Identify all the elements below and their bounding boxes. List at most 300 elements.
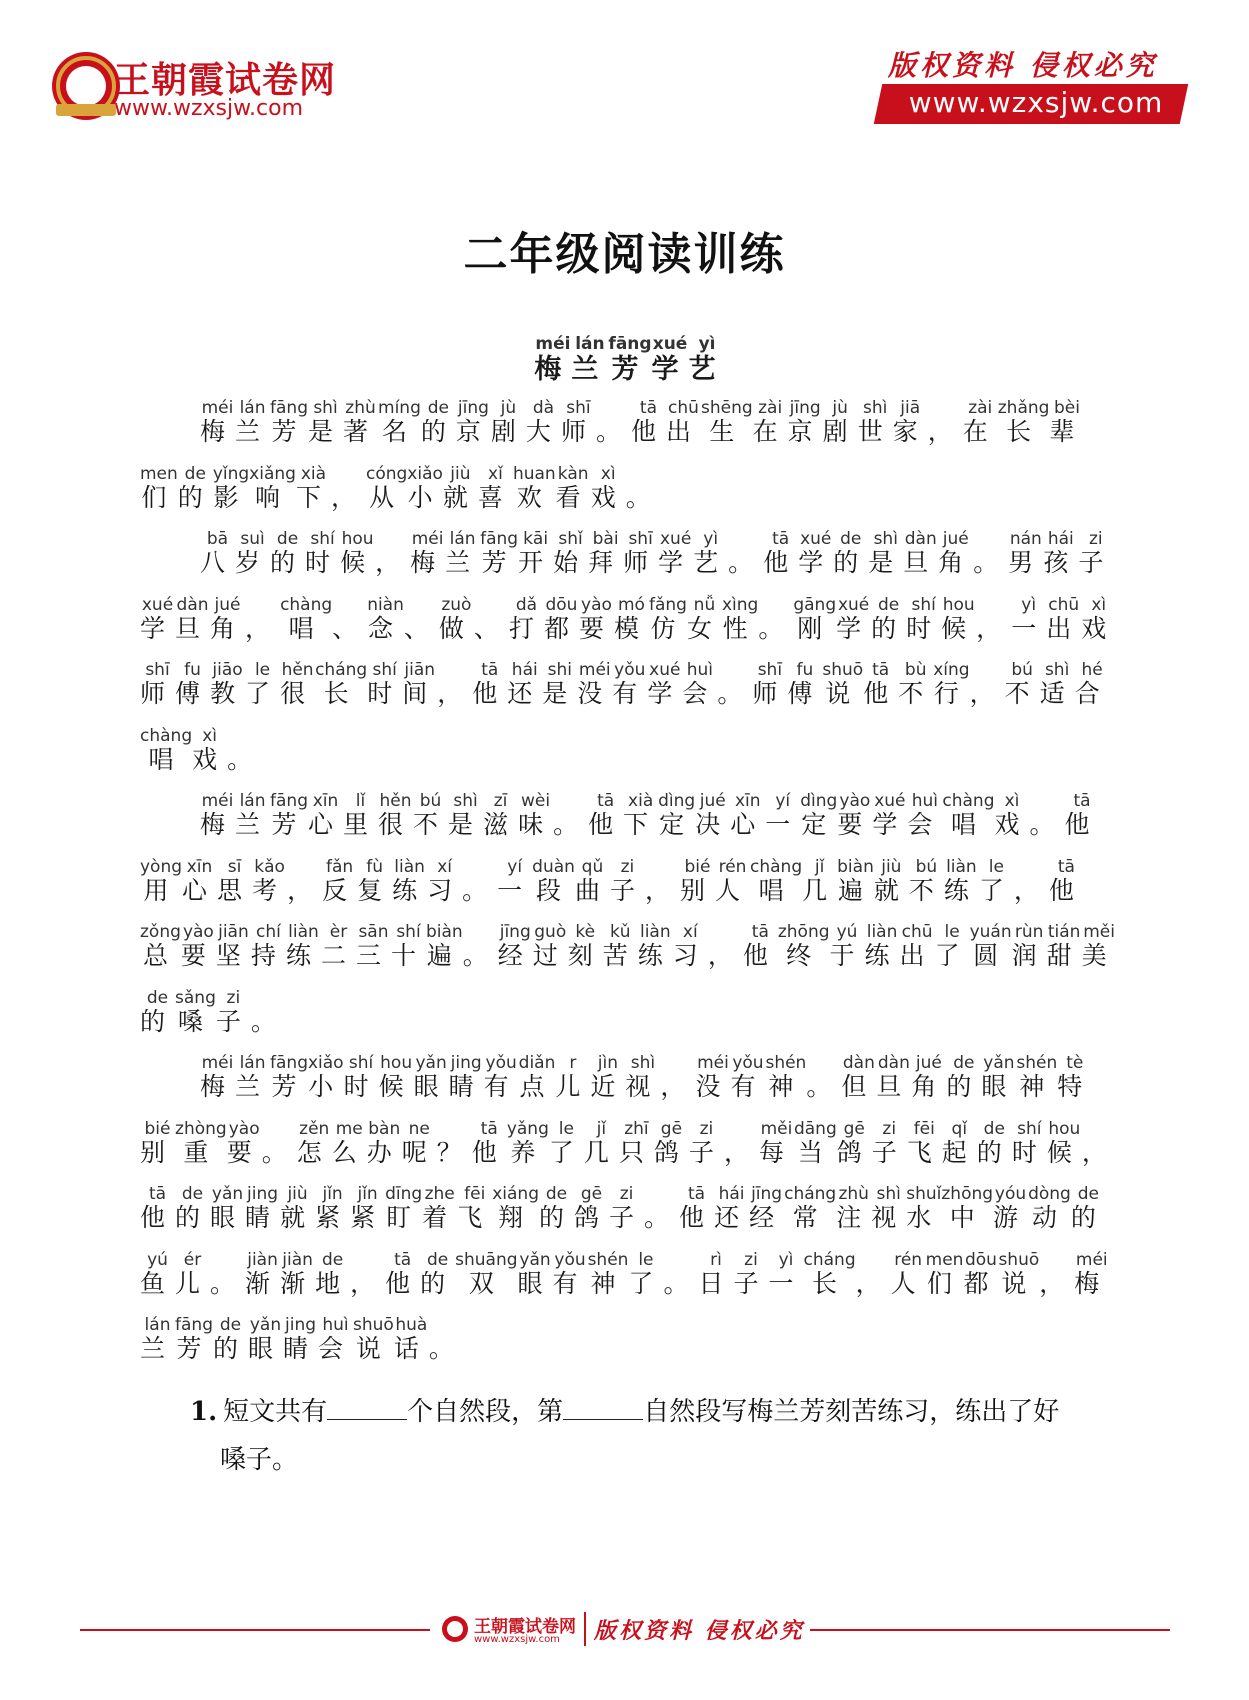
hanzi-char: 神shén bbox=[765, 1053, 807, 1101]
pinyin: jiù bbox=[442, 463, 478, 484]
hanzi-char: 是shì bbox=[448, 791, 484, 839]
hanzi-char: 模mó bbox=[613, 594, 649, 643]
hanzi-char: 长cháng bbox=[803, 1249, 856, 1298]
pinyin: xué bbox=[872, 791, 908, 811]
pinyin: cháng bbox=[315, 660, 368, 680]
pinyin: shuǐ bbox=[906, 1184, 942, 1204]
hanzi-char: 傅fu bbox=[787, 660, 823, 708]
hanzi-char: 。 bbox=[806, 1072, 842, 1101]
pinyin: hái bbox=[1043, 529, 1079, 549]
pinyin: xué bbox=[651, 334, 689, 354]
pinyin: de bbox=[420, 1249, 456, 1270]
hanzi-char: 了le bbox=[245, 660, 281, 708]
hanzi-char: 但dàn bbox=[841, 1053, 877, 1101]
question-number: 1. bbox=[190, 1397, 218, 1427]
pinyin: nán bbox=[1008, 529, 1044, 549]
pinyin: xué bbox=[658, 529, 694, 549]
hanzi-char: 练liàn bbox=[285, 922, 321, 970]
pinyin: nǚ bbox=[686, 594, 722, 615]
pinyin: jù bbox=[822, 398, 858, 418]
pinyin: hou bbox=[378, 1053, 414, 1073]
pinyin: zhōng bbox=[777, 922, 830, 942]
hanzi-char: ， bbox=[330, 482, 366, 512]
hanzi-char: 戏xì bbox=[1081, 594, 1117, 643]
hanzi-char: 考kǎo bbox=[252, 856, 288, 905]
hanzi-char: 。 bbox=[428, 1334, 464, 1363]
pinyin: liàn bbox=[943, 856, 979, 877]
hanzi-char: 。 bbox=[758, 613, 794, 643]
pinyin: xīn bbox=[182, 856, 218, 877]
pinyin: de bbox=[140, 987, 175, 1008]
pinyin: jǐn bbox=[350, 1184, 386, 1204]
hanzi-char: 长cháng bbox=[315, 660, 368, 708]
pinyin: zi bbox=[733, 1249, 769, 1270]
hanzi-char: 家jiā bbox=[892, 398, 928, 446]
pinyin: cháng bbox=[784, 1184, 837, 1204]
hanzi-char: 要yào bbox=[180, 922, 216, 970]
hanzi-char: 喜xǐ bbox=[477, 463, 513, 512]
pinyin: rì bbox=[698, 1249, 734, 1270]
pinyin: xiáng bbox=[492, 1184, 539, 1204]
pinyin: chàng bbox=[750, 856, 803, 877]
pinyin: zi bbox=[871, 1118, 907, 1139]
pinyin: xué bbox=[798, 529, 834, 549]
hanzi-char: 芳fāng bbox=[480, 529, 519, 577]
hanzi-char: 说shuō bbox=[998, 1249, 1040, 1298]
pinyin: fāng bbox=[270, 398, 308, 418]
site-url[interactable]: www.wzxsjw.com bbox=[114, 96, 304, 121]
pinyin: shuō bbox=[998, 1249, 1040, 1270]
pinyin: dīng bbox=[385, 1184, 423, 1204]
pinyin: tā bbox=[385, 1249, 421, 1270]
pinyin: shén bbox=[587, 1249, 629, 1270]
pinyin: biàn bbox=[837, 856, 874, 877]
hanzi-char: 长zhǎng bbox=[997, 398, 1050, 446]
hanzi-char: 紧jǐn bbox=[315, 1184, 351, 1232]
hanzi-char: 神shén bbox=[1016, 1053, 1058, 1101]
hanzi-char: 适shì bbox=[1039, 660, 1075, 708]
hanzi-char: 当dāng bbox=[793, 1118, 837, 1167]
pinyin: bú bbox=[413, 791, 449, 811]
pinyin: zi bbox=[609, 856, 645, 877]
pinyin: de bbox=[538, 1184, 574, 1204]
hanzi-char: 有yǒu bbox=[552, 1249, 588, 1298]
pinyin: liàn bbox=[285, 922, 321, 942]
pinyin: me bbox=[331, 1118, 367, 1139]
pinyin: shī bbox=[140, 660, 176, 680]
hanzi-char: 眼yǎn bbox=[413, 1053, 449, 1101]
hanzi-char: 在zài bbox=[962, 398, 998, 446]
question-text-part: 嗓子。 bbox=[220, 1445, 299, 1475]
hanzi-char: 唱chàng bbox=[750, 856, 803, 905]
hanzi-char: 说shuō bbox=[822, 660, 864, 708]
pinyin: de bbox=[976, 1118, 1012, 1139]
brand-logo-icon bbox=[48, 48, 124, 124]
pinyin: dōu bbox=[963, 1249, 999, 1270]
pinyin: jiān bbox=[402, 660, 438, 680]
pinyin: le bbox=[934, 922, 970, 942]
hanzi-char: 了le bbox=[548, 1118, 584, 1167]
pinyin: de bbox=[833, 529, 869, 549]
pinyin: lán bbox=[235, 398, 271, 418]
page-footer bbox=[0, 1600, 1249, 1660]
hanzi-char: 小xiǎo bbox=[407, 463, 443, 512]
pinyin: liàn bbox=[637, 922, 673, 942]
hanzi-char: 说shuō bbox=[353, 1315, 394, 1363]
footer-site-url[interactable]: www.wzxsjw.com bbox=[474, 1634, 560, 1645]
hanzi-char: 。 bbox=[250, 1006, 286, 1036]
pinyin: zi bbox=[688, 1118, 724, 1139]
hanzi-char: 他tā bbox=[679, 1184, 715, 1232]
pinyin: xì bbox=[590, 463, 626, 484]
hanzi-char: 戏xì bbox=[994, 791, 1030, 839]
pinyin: xí bbox=[427, 856, 463, 877]
hanzi-char: 开kāi bbox=[518, 529, 554, 577]
pinyin: yuán bbox=[969, 922, 1012, 942]
hanzi-char: 。 bbox=[227, 744, 263, 774]
pinyin: jiàn bbox=[280, 1249, 316, 1270]
pinyin: kāi bbox=[518, 529, 554, 549]
hanzi-char: 唱chàng bbox=[140, 725, 193, 774]
pinyin: zài bbox=[752, 398, 788, 418]
page-header bbox=[0, 0, 1249, 140]
pinyin: lán bbox=[235, 1053, 271, 1073]
hanzi-char: 着zhe bbox=[422, 1184, 458, 1232]
pinyin: hou bbox=[941, 594, 977, 615]
pinyin: le bbox=[548, 1118, 584, 1139]
pinyin: zhòng bbox=[175, 1118, 227, 1139]
hanzi-char: 润rùn bbox=[1011, 922, 1047, 970]
hanzi-char: 会huì bbox=[682, 660, 718, 708]
hanzi-char: ， bbox=[927, 417, 963, 446]
question-text-part: 短文共有 bbox=[223, 1397, 328, 1427]
hanzi-char: 他tā bbox=[140, 1184, 176, 1232]
paragraph bbox=[140, 530, 1120, 792]
pinyin: shuāng bbox=[455, 1249, 518, 1270]
hanzi-char: 眼yǎn bbox=[517, 1249, 553, 1298]
hanzi-char: 看kàn bbox=[555, 463, 591, 512]
hanzi-char: ， bbox=[707, 941, 743, 970]
pinyin: de bbox=[946, 1053, 982, 1073]
hanzi-char: ， bbox=[245, 613, 281, 643]
hanzi-char: 他tā bbox=[385, 1249, 421, 1298]
hanzi-char: 行xíng bbox=[933, 660, 970, 708]
pinyin: huì bbox=[907, 791, 943, 811]
pinyin: èr bbox=[320, 922, 356, 942]
hanzi-char: 师shī bbox=[560, 398, 596, 446]
hanzi-char: 角jué bbox=[938, 529, 974, 577]
pinyin: dǎ bbox=[508, 594, 544, 615]
hanzi-char: 他tā bbox=[863, 660, 899, 708]
hanzi-char: 睛jing bbox=[448, 1053, 484, 1101]
hanzi-char: 每měi bbox=[758, 1118, 794, 1167]
pinyin: kàn bbox=[555, 463, 591, 484]
hanzi-char: 三sān bbox=[355, 922, 391, 970]
hanzi-char: 八bā bbox=[200, 529, 236, 577]
hanzi-char: 人rén bbox=[890, 1249, 926, 1298]
hanzi-char: 怎zěn bbox=[296, 1118, 332, 1167]
hanzi-char: 飞fēi bbox=[457, 1184, 493, 1232]
pinyin: qǐ bbox=[941, 1118, 977, 1139]
pinyin: shén bbox=[1016, 1053, 1058, 1073]
pinyin: zhù bbox=[343, 398, 379, 418]
hanzi-char: 不bú bbox=[1004, 660, 1040, 708]
pinyin: yào bbox=[180, 922, 216, 942]
hanzi-char: 梅méi bbox=[410, 529, 446, 577]
hanzi-char: 师shī bbox=[752, 660, 788, 708]
pinyin: hái bbox=[714, 1184, 750, 1204]
pinyin: tè bbox=[1057, 1053, 1093, 1073]
hanzi-char: 渐jiàn bbox=[280, 1249, 316, 1298]
pinyin: shǐ bbox=[553, 529, 589, 549]
hanzi-char: 旦dàn bbox=[175, 594, 211, 643]
hanzi-char: 辈bèi bbox=[1049, 398, 1085, 446]
pinyin: zuò bbox=[438, 594, 474, 615]
pinyin: méi bbox=[200, 1053, 235, 1073]
hanzi-char: 艺yì bbox=[693, 529, 729, 577]
hanzi-char: 十shí bbox=[390, 922, 426, 970]
hanzi-char: 兰lán bbox=[235, 791, 271, 839]
hanzi-char: 定dìng bbox=[800, 791, 838, 839]
hanzi-char: 的de bbox=[871, 594, 907, 643]
hanzi-char: 。 bbox=[261, 1137, 297, 1167]
pinyin: yào bbox=[578, 594, 614, 615]
hanzi-char: 的de bbox=[270, 529, 306, 577]
pinyin: fǎn bbox=[322, 856, 358, 877]
pinyin: méi bbox=[1074, 1249, 1110, 1270]
hanzi-char: 出chū bbox=[665, 398, 701, 446]
hanzi-char: 合hé bbox=[1074, 660, 1110, 708]
pinyin: xǐ bbox=[477, 463, 513, 484]
pinyin: xīn bbox=[307, 791, 343, 811]
hanzi-char: 话huà bbox=[393, 1315, 429, 1363]
pinyin: chū bbox=[1046, 594, 1082, 615]
hanzi-char: 重zhòng bbox=[175, 1118, 227, 1167]
pinyin: guò bbox=[532, 922, 568, 942]
hanzi-char: 、 bbox=[332, 613, 368, 643]
hanzi-char: 遍biàn bbox=[426, 922, 463, 970]
pinyin: le bbox=[978, 856, 1014, 877]
hanzi-char: 刻kè bbox=[567, 922, 603, 970]
hanzi-char: 的de bbox=[177, 463, 213, 512]
hanzi-char: 戏xì bbox=[192, 725, 228, 774]
hanzi-char: 了le bbox=[978, 856, 1014, 905]
pinyin: huì bbox=[318, 1315, 354, 1335]
story-title bbox=[140, 336, 1120, 399]
pinyin: jiù bbox=[280, 1184, 316, 1204]
hanzi-char: 就jiù bbox=[873, 856, 909, 905]
hanzi-char: 。 bbox=[728, 548, 764, 577]
hanzi-char: 梅méi bbox=[1074, 1249, 1110, 1298]
hanzi-char: 了le bbox=[628, 1249, 664, 1298]
pinyin: hěn bbox=[280, 660, 316, 680]
pinyin: zī bbox=[483, 791, 519, 811]
hanzi-char: 心xīn bbox=[730, 791, 766, 839]
hanzi-char: 芳fāng bbox=[270, 1053, 308, 1101]
hanzi-char: 学xué bbox=[651, 334, 689, 385]
hanzi-char: 他tā bbox=[630, 398, 666, 446]
hanzi-char: 经jīng bbox=[749, 1184, 785, 1232]
hanzi-char: 芳fāng bbox=[175, 1315, 213, 1363]
hanzi-char: 子zi bbox=[688, 1118, 724, 1167]
paragraph bbox=[140, 1054, 1120, 1382]
hanzi-char: ， bbox=[855, 1268, 891, 1298]
pinyin: r bbox=[555, 1053, 591, 1073]
hanzi-char: 子zi bbox=[215, 987, 251, 1036]
hanzi-char: 他tā bbox=[1048, 856, 1084, 905]
pinyin: méi bbox=[200, 398, 235, 418]
hanzi-char: 视shì bbox=[625, 1053, 661, 1101]
pinyin: hou bbox=[340, 529, 376, 549]
pinyin: le bbox=[245, 660, 281, 680]
hanzi-char: 定dìng bbox=[658, 791, 696, 839]
pinyin: fǎng bbox=[649, 594, 687, 615]
pinyin: dìng bbox=[800, 791, 838, 811]
hanzi-char: 。 bbox=[553, 810, 589, 839]
hanzi-char: 子zi bbox=[733, 1249, 769, 1298]
hanzi-char: 呢ne bbox=[401, 1118, 437, 1167]
hanzi-char: 刚gāng bbox=[793, 594, 837, 643]
hanzi-char: 翔xiáng bbox=[492, 1184, 539, 1232]
pinyin: yú bbox=[829, 922, 865, 942]
pinyin: jǐ bbox=[583, 1118, 619, 1139]
hanzi-char: 兰lán bbox=[235, 398, 271, 446]
hanzi-char: 盯dīng bbox=[385, 1184, 423, 1232]
pinyin: xué bbox=[647, 660, 683, 680]
hanzi-char: 人rén bbox=[715, 856, 751, 905]
answer-blank-2[interactable] bbox=[563, 1393, 643, 1420]
hanzi-char: ？ bbox=[436, 1137, 472, 1167]
pinyin: xì bbox=[192, 725, 228, 746]
pinyin: liàn bbox=[864, 922, 900, 942]
pinyin: xí bbox=[672, 922, 708, 942]
answer-blank-1[interactable] bbox=[327, 1393, 407, 1420]
hanzi-char: 角jué bbox=[210, 594, 246, 643]
pinyin: méi bbox=[200, 791, 235, 811]
pinyin: sǎng bbox=[175, 987, 216, 1008]
pinyin: gē bbox=[574, 1184, 609, 1204]
hanzi-char: 是shì bbox=[307, 398, 343, 446]
hanzi-char: 女nǚ bbox=[686, 594, 722, 643]
pinyin: shi bbox=[542, 660, 578, 680]
hanzi-char: 儿r bbox=[555, 1053, 591, 1101]
pinyin: yǒu bbox=[483, 1053, 519, 1073]
pinyin: jué bbox=[911, 1053, 947, 1073]
pinyin: tā bbox=[1064, 791, 1100, 811]
pinyin: gē bbox=[653, 1118, 689, 1139]
question-1 bbox=[190, 1388, 1130, 1484]
hanzi-char: 一yí bbox=[497, 856, 533, 905]
footer-divider-left bbox=[80, 1629, 430, 1631]
hanzi-char: 他tā bbox=[742, 922, 778, 970]
hanzi-char: 。 bbox=[973, 548, 1009, 577]
hanzi-char: 习xí bbox=[427, 856, 463, 905]
pinyin: huan bbox=[512, 463, 556, 484]
pinyin: chí bbox=[250, 922, 286, 942]
pinyin: jué bbox=[695, 791, 731, 811]
pinyin: míng bbox=[378, 398, 421, 418]
pinyin: hou bbox=[1046, 1118, 1082, 1139]
hanzi-char: 他tā bbox=[763, 529, 799, 577]
footer-divider-right bbox=[810, 1629, 1170, 1631]
pinyin: yì bbox=[688, 334, 726, 354]
hanzi-char: 鱼yú bbox=[140, 1249, 176, 1298]
pinyin: dòng bbox=[1028, 1184, 1071, 1204]
pinyin: bú bbox=[908, 856, 944, 877]
pinyin: tā bbox=[630, 398, 666, 418]
pinyin: shuō bbox=[353, 1315, 394, 1335]
hanzi-char: 是shì bbox=[868, 529, 904, 577]
pinyin: jīng bbox=[749, 1184, 785, 1204]
pinyin: le bbox=[628, 1249, 664, 1270]
hanzi-char: 下xià bbox=[623, 791, 659, 839]
hanzi-char: 水shuǐ bbox=[906, 1184, 942, 1232]
hanzi-char: 眼yǎn bbox=[247, 1315, 283, 1363]
pinyin: méi bbox=[534, 334, 572, 354]
pinyin: dàn bbox=[841, 1053, 877, 1073]
pinyin: zhǎng bbox=[997, 398, 1050, 418]
pinyin: tā bbox=[472, 660, 508, 680]
hanzi-char: 的de bbox=[538, 1184, 574, 1232]
hanzi-char: 子zi bbox=[609, 1184, 645, 1232]
hanzi-char: 很hěn bbox=[280, 660, 316, 708]
hanzi-char: 飞fēi bbox=[906, 1118, 942, 1167]
hanzi-char: 打dǎ bbox=[508, 594, 544, 643]
pinyin: jué bbox=[938, 529, 974, 549]
pinyin: huì bbox=[682, 660, 718, 680]
pinyin: tā bbox=[679, 1184, 715, 1204]
hanzi-char: 学xué bbox=[658, 529, 694, 577]
hanzi-char: 男nán bbox=[1008, 529, 1044, 577]
hanzi-char: 睛jing bbox=[245, 1184, 281, 1232]
pinyin: cháng bbox=[803, 1249, 856, 1270]
pinyin: měi bbox=[1081, 922, 1117, 942]
pinyin: lǐ bbox=[343, 791, 379, 811]
hanzi-char: 遍biàn bbox=[837, 856, 874, 905]
hanzi-char: 甜tián bbox=[1046, 922, 1082, 970]
pinyin: bù bbox=[898, 660, 934, 680]
hanzi-char: 子zi bbox=[871, 1118, 907, 1167]
pinyin: jiàn bbox=[245, 1249, 281, 1270]
pinyin: fu bbox=[787, 660, 823, 680]
pinyin: yú bbox=[140, 1249, 175, 1270]
pinyin: zài bbox=[962, 398, 998, 418]
hanzi-char: 鸽gē bbox=[653, 1118, 689, 1167]
pinyin: yóu bbox=[993, 1184, 1029, 1204]
pinyin: dàn bbox=[876, 1053, 912, 1073]
hanzi-char: 欢huan bbox=[512, 463, 556, 512]
pinyin: mó bbox=[613, 594, 649, 615]
pinyin: jing bbox=[245, 1184, 281, 1204]
hanzi-char: 们men bbox=[925, 1249, 964, 1298]
hanzi-char: 在zài bbox=[752, 398, 788, 446]
hanzi-char: 旦dàn bbox=[876, 1053, 912, 1101]
pinyin: sān bbox=[355, 922, 391, 942]
pinyin: diǎn bbox=[518, 1053, 556, 1073]
pinyin: zǒng bbox=[140, 922, 181, 942]
pinyin: dōu bbox=[543, 594, 579, 615]
pinyin: de bbox=[177, 463, 213, 484]
hanzi-char: 。 bbox=[717, 679, 753, 708]
pinyin: yǒu bbox=[552, 1249, 588, 1270]
url-banner-text[interactable]: www.wzxsjw.com bbox=[908, 86, 1164, 119]
hanzi-char: 都dōu bbox=[543, 594, 579, 643]
hanzi-char: 一yí bbox=[765, 791, 801, 839]
pinyin: hé bbox=[1074, 660, 1110, 680]
hanzi-char: 用yòng bbox=[140, 856, 183, 905]
pinyin: zhe bbox=[422, 1184, 458, 1204]
pinyin: yì bbox=[693, 529, 729, 549]
